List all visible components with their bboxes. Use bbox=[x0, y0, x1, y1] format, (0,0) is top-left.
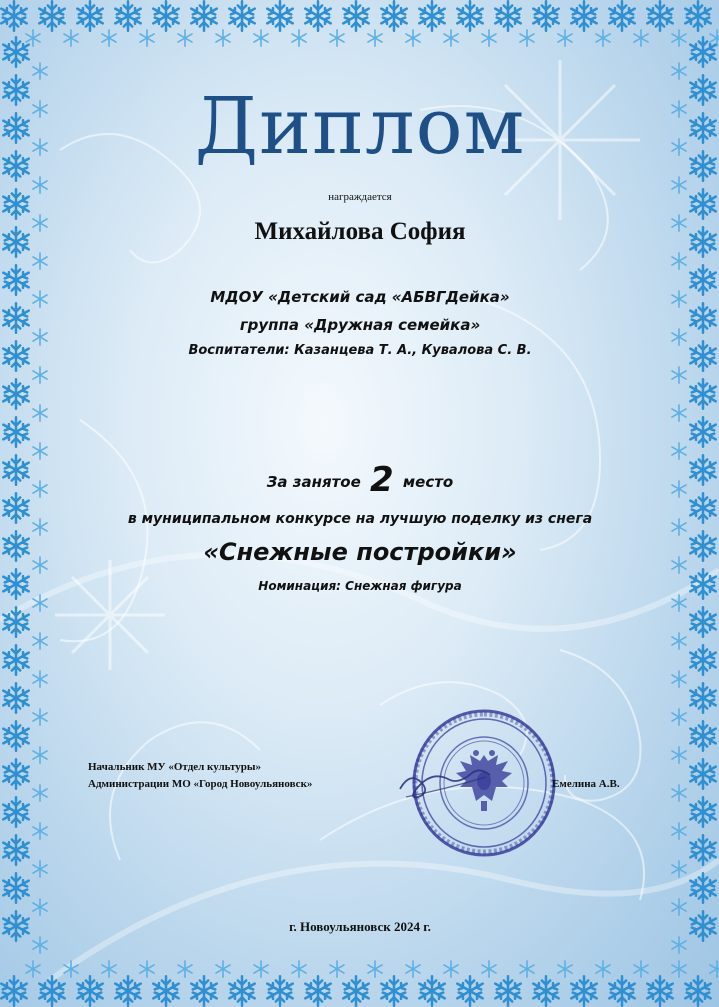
snowflake-icon bbox=[672, 861, 686, 877]
snowflake-icon bbox=[457, 976, 482, 1005]
place-line bbox=[60, 456, 660, 500]
snowflake-icon bbox=[672, 671, 686, 687]
snowflake-icon bbox=[647, 1, 672, 30]
snowflake-icon bbox=[33, 63, 47, 79]
snowflake-icon bbox=[672, 785, 686, 801]
snowflake-icon bbox=[3, 797, 28, 826]
snowflake-icon bbox=[672, 519, 686, 535]
contest-description: в муниципальном конкурсе на лучшую поделку из снега bbox=[127, 511, 593, 527]
snowflake-icon bbox=[368, 30, 382, 46]
snowflake-icon bbox=[690, 683, 715, 712]
snowflake-icon bbox=[3, 227, 28, 256]
place-number: 2 bbox=[370, 460, 394, 500]
snowflake-icon bbox=[672, 937, 686, 953]
snowflake-icon bbox=[330, 30, 344, 46]
snowflake-icon bbox=[292, 961, 306, 977]
snowflake-icon bbox=[690, 569, 715, 598]
snowflake-icon bbox=[305, 1, 330, 30]
snowflake-icon bbox=[685, 976, 710, 1005]
snowflake-icon bbox=[77, 976, 102, 1005]
snowflake-icon bbox=[672, 367, 686, 383]
snowflake-icon bbox=[520, 30, 534, 46]
snowflake-icon bbox=[115, 1, 140, 30]
snowflake-icon bbox=[39, 1, 64, 30]
snowflake-icon bbox=[647, 976, 672, 1005]
contest-name: «Снежные постройки» bbox=[203, 538, 517, 566]
snowflake-icon bbox=[690, 227, 715, 256]
group-name: группа «Дружная семейка» bbox=[239, 316, 481, 334]
snowflake-icon bbox=[495, 976, 520, 1005]
snowflake-icon bbox=[672, 709, 686, 725]
snowflake-icon bbox=[690, 189, 715, 218]
snowflake-icon bbox=[330, 961, 344, 977]
snowflake-icon bbox=[520, 961, 534, 977]
snowflake-icon bbox=[609, 976, 634, 1005]
snowflake-icon bbox=[419, 1, 444, 30]
snowflake-icon bbox=[33, 367, 47, 383]
snowflake-icon bbox=[3, 379, 28, 408]
snowflake-icon bbox=[3, 493, 28, 522]
snowflake-icon bbox=[672, 30, 686, 46]
snowflake-icon bbox=[3, 341, 28, 370]
snowflake-icon bbox=[343, 976, 368, 1005]
snowflake-icon bbox=[3, 835, 28, 864]
snowflake-icon bbox=[690, 797, 715, 826]
place-suffix: место bbox=[402, 473, 454, 491]
snowflake-icon bbox=[3, 455, 28, 484]
snowflake-icon bbox=[254, 961, 268, 977]
snowflake-icon bbox=[33, 481, 47, 497]
snowflake-icon bbox=[33, 443, 47, 459]
snowflake-icon bbox=[596, 961, 610, 977]
snowflake-icon bbox=[33, 253, 47, 269]
snowflake-icon bbox=[3, 645, 28, 674]
snowflake-icon bbox=[690, 75, 715, 104]
snowflake-icon bbox=[26, 961, 40, 977]
snowflake-icon bbox=[672, 253, 686, 269]
snowflake-icon bbox=[406, 30, 420, 46]
snowflake-icon bbox=[690, 911, 715, 940]
snowflake-icon bbox=[191, 1, 216, 30]
snowflake-icon bbox=[33, 329, 47, 345]
snowflake-icon bbox=[216, 961, 230, 977]
snowflake-icon bbox=[3, 569, 28, 598]
recipient-name: Михайлова София bbox=[254, 218, 466, 245]
teachers-line: Воспитатели: Казанцева Т. А., Кувалова С. В. bbox=[188, 343, 532, 358]
snowflake-icon bbox=[690, 531, 715, 560]
snowflake-icon bbox=[33, 291, 47, 307]
snowflake-icon bbox=[685, 1, 710, 30]
snowflake-icon bbox=[3, 37, 28, 66]
signatory-position-line1: Начальник МУ «Отдел культуры» bbox=[88, 761, 261, 773]
snowflake-icon bbox=[33, 215, 47, 231]
snowflake-icon bbox=[609, 1, 634, 30]
snowflake-icon bbox=[39, 976, 64, 1005]
snowflake-icon bbox=[3, 759, 28, 788]
snowflake-icon bbox=[33, 823, 47, 839]
snowflake-icon bbox=[3, 151, 28, 180]
snowflake-icon bbox=[33, 557, 47, 573]
snowflake-icon bbox=[33, 709, 47, 725]
snowflake-icon bbox=[672, 177, 686, 193]
snowflake-icon bbox=[710, 30, 719, 46]
snowflake-icon bbox=[3, 911, 28, 940]
snowflake-icon bbox=[64, 30, 78, 46]
snowflake-icon bbox=[381, 1, 406, 30]
snowflake-icon bbox=[406, 961, 420, 977]
snowflake-icon bbox=[690, 417, 715, 446]
snowflake-icon bbox=[672, 291, 686, 307]
snowflake-icon bbox=[3, 303, 28, 332]
snowflake-icon bbox=[3, 531, 28, 560]
snowflake-icon bbox=[267, 1, 292, 30]
snowflake-icon bbox=[229, 1, 254, 30]
snowflake-icon bbox=[33, 177, 47, 193]
snowflake-icon bbox=[102, 30, 116, 46]
snowflake-icon bbox=[140, 30, 154, 46]
snowflake-icon bbox=[3, 189, 28, 218]
snowflake-icon bbox=[690, 151, 715, 180]
snowflake-icon bbox=[690, 455, 715, 484]
snowflake-icon bbox=[710, 961, 719, 977]
snowflake-icon bbox=[3, 75, 28, 104]
snowflake-icon bbox=[672, 215, 686, 231]
snowflake-icon bbox=[3, 265, 28, 294]
snowflake-icon bbox=[178, 961, 192, 977]
snowflake-icon bbox=[672, 139, 686, 155]
snowflake-icon bbox=[33, 785, 47, 801]
snowflake-icon bbox=[533, 976, 558, 1005]
snowflake-icon bbox=[690, 493, 715, 522]
snowflake-icon bbox=[672, 899, 686, 915]
snowflake-icon bbox=[634, 961, 648, 977]
snowflake-icon bbox=[690, 607, 715, 636]
snowflake-icon bbox=[33, 747, 47, 763]
snowflake-icon bbox=[1, 1, 26, 30]
snowflake-icon bbox=[153, 1, 178, 30]
snowflake-icon bbox=[690, 873, 715, 902]
snowflake-icon bbox=[368, 961, 382, 977]
snowflake-icon bbox=[672, 405, 686, 421]
snowflake-icon bbox=[672, 961, 686, 977]
snowflake-icon bbox=[672, 823, 686, 839]
snowflake-icon bbox=[267, 976, 292, 1005]
snowflake-icon bbox=[690, 303, 715, 332]
snowflake-icon bbox=[64, 961, 78, 977]
snowflake-icon bbox=[457, 1, 482, 30]
diploma-title: Диплом bbox=[194, 82, 526, 172]
snowflake-icon bbox=[672, 595, 686, 611]
snowflake-icon bbox=[33, 519, 47, 535]
snowflake-icon bbox=[33, 633, 47, 649]
snowflake-icon bbox=[1, 976, 26, 1005]
snowflake-icon bbox=[216, 30, 230, 46]
snowflake-icon bbox=[571, 976, 596, 1005]
snowflake-icon bbox=[558, 961, 572, 977]
snowflake-icon bbox=[254, 30, 268, 46]
signatory-position-line2: Администрации МО «Город Новоульяновск» bbox=[88, 778, 313, 790]
snowflake-icon bbox=[672, 557, 686, 573]
snowflake-icon bbox=[690, 759, 715, 788]
snowflake-icon bbox=[115, 976, 140, 1005]
snowflake-icon bbox=[343, 1, 368, 30]
snowflake-icon bbox=[33, 139, 47, 155]
snowflake-icon bbox=[33, 405, 47, 421]
snowflake-icon bbox=[33, 595, 47, 611]
snowflake-icon bbox=[33, 861, 47, 877]
snowflake-icon bbox=[558, 30, 572, 46]
snowflake-icon bbox=[672, 747, 686, 763]
snowflake-icon bbox=[690, 265, 715, 294]
snowflake-icon bbox=[672, 101, 686, 117]
snowflake-icon bbox=[3, 417, 28, 446]
snowflake-icon bbox=[690, 379, 715, 408]
organization-name: МДОУ «Детский сад «АБВГДейка» bbox=[210, 288, 510, 306]
snowflake-icon bbox=[305, 976, 330, 1005]
snowflake-icon bbox=[229, 976, 254, 1005]
official-seal-icon bbox=[392, 697, 562, 863]
snowflake-icon bbox=[153, 976, 178, 1005]
snowflake-icon bbox=[690, 721, 715, 750]
snowflake-icon bbox=[571, 1, 596, 30]
snowflake-icon bbox=[191, 976, 216, 1005]
snowflake-icon bbox=[495, 1, 520, 30]
snowflake-icon bbox=[672, 481, 686, 497]
snowflake-icon bbox=[672, 63, 686, 79]
snowflake-icon bbox=[102, 961, 116, 977]
snowflake-icon bbox=[690, 113, 715, 142]
snowflake-icon bbox=[533, 1, 558, 30]
signatory-name: Емелина А.В. bbox=[552, 778, 620, 790]
snowflake-icon bbox=[444, 30, 458, 46]
snowflake-icon bbox=[690, 835, 715, 864]
snowflake-icon bbox=[3, 873, 28, 902]
snowflake-icon bbox=[672, 633, 686, 649]
snowflake-icon bbox=[33, 899, 47, 915]
snowflake-icon bbox=[690, 645, 715, 674]
snowflake-icon bbox=[672, 329, 686, 345]
snowflake-icon bbox=[178, 30, 192, 46]
awarded-label: награждается bbox=[328, 191, 392, 203]
snowflake-icon bbox=[634, 30, 648, 46]
place-prefix: За занятое bbox=[266, 473, 361, 491]
snowflake-icon bbox=[3, 721, 28, 750]
snowflake-icon bbox=[33, 101, 47, 117]
snowflake-icon bbox=[482, 30, 496, 46]
snowflake-icon bbox=[33, 937, 47, 953]
snowflake-icon bbox=[3, 113, 28, 142]
snowflake-icon bbox=[672, 443, 686, 459]
snowflake-icon bbox=[381, 976, 406, 1005]
snowflake-icon bbox=[3, 683, 28, 712]
snowflake-icon bbox=[690, 341, 715, 370]
snowflake-icon bbox=[3, 607, 28, 636]
snowflake-icon bbox=[482, 961, 496, 977]
snowflake-icon bbox=[77, 1, 102, 30]
snowflake-icon bbox=[444, 961, 458, 977]
snowflake-icon bbox=[292, 30, 306, 46]
snowflake-icon bbox=[596, 30, 610, 46]
snowflake-icon bbox=[33, 671, 47, 687]
nomination-line: Номинация: Снежная фигура bbox=[258, 579, 462, 593]
city-year: г. Новоульяновск 2024 г. bbox=[289, 919, 431, 934]
snowflake-icon bbox=[140, 961, 154, 977]
snowflake-icon bbox=[419, 976, 444, 1005]
